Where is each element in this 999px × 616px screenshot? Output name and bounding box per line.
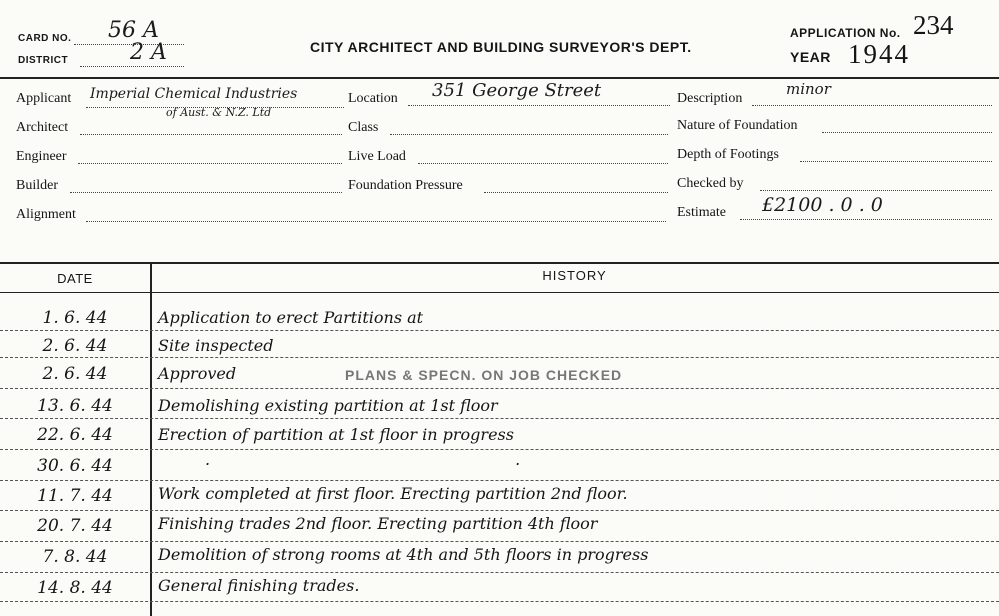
location-value: 351 George Street: [432, 80, 602, 101]
year-label: YEAR: [790, 49, 831, 65]
applicant-value: Imperial Chemical Industries: [90, 86, 298, 102]
header-row-divider: [0, 292, 999, 293]
builder-line: [70, 192, 342, 193]
table-row-history: Erection of partition at 1st floor in progress: [158, 425, 514, 444]
district-value: 2 A: [130, 40, 167, 65]
description-line: [752, 105, 992, 106]
table-row-date: 2. 6. 44: [42, 364, 108, 384]
table-row-date: 20. 7. 44: [37, 516, 113, 536]
row-divider: [0, 510, 999, 511]
live-load-line: [418, 163, 668, 164]
row-divider: [0, 418, 999, 419]
class-label: Class: [348, 120, 379, 135]
table-row-date: 2. 6. 44: [42, 336, 108, 356]
application-number: 234: [913, 10, 954, 40]
foundation-pressure-line: [484, 192, 668, 193]
table-row-date: 11. 7. 44: [37, 486, 113, 506]
row-divider: [0, 480, 999, 481]
history-header: HISTORY: [542, 268, 607, 283]
alignment-line: [86, 221, 666, 222]
architect-label: Architect: [16, 120, 69, 135]
estimate-value: £2100 . 0 . 0: [762, 194, 883, 216]
year-value: 1944: [848, 39, 910, 69]
inspection-stamp: PLANS & SPECN. ON JOB CHECKED: [345, 367, 623, 383]
district-label: DISTRICT: [18, 55, 69, 66]
depth-of-footings-line: [800, 161, 992, 162]
class-line: [390, 134, 668, 135]
checked-by-line: [760, 190, 992, 191]
estimate-line: [740, 219, 992, 220]
applicant-sub-value: of Aust. & N.Z. Ltd: [166, 106, 272, 119]
description-value: minor: [786, 80, 831, 98]
table-row-history: . .: [205, 450, 671, 469]
table-row-date: 30. 6. 44: [37, 456, 113, 476]
builder-label: Builder: [16, 178, 58, 193]
row-divider: [0, 330, 999, 331]
nature-of-foundation-label: Nature of Foundation: [677, 118, 798, 133]
department-title: CITY ARCHITECT AND BUILDING SURVEYOR'S DEPT.: [310, 39, 692, 55]
table-row-history: General finishing trades.: [158, 576, 360, 595]
date-column-divider: [150, 262, 152, 616]
row-divider: [0, 572, 999, 573]
header-divider: [0, 77, 999, 79]
table-row-date: 7. 8. 44: [42, 547, 108, 567]
estimate-label: Estimate: [677, 205, 726, 220]
table-row-history: Approved: [158, 364, 237, 383]
table-row-date: 14. 8. 44: [37, 578, 113, 598]
card-no-value: 56 A: [108, 18, 159, 43]
depth-of-footings-label: Depth of Footings: [677, 147, 779, 162]
table-row-history: Finishing trades 2nd floor. Erecting partition 4th floor: [158, 514, 598, 533]
table-row-history: Work completed at first floor. Erecting partition 2nd floor.: [158, 484, 628, 503]
date-header: DATE: [57, 271, 93, 286]
row-divider: [0, 357, 999, 358]
location-line: [408, 105, 670, 106]
row-divider: [0, 601, 999, 602]
table-row-date: 22. 6. 44: [37, 425, 113, 445]
card-no-label: CARD NO.: [18, 33, 72, 44]
district-line: [80, 66, 184, 67]
description-label: Description: [677, 91, 743, 106]
table-row-date: 1. 6. 44: [42, 308, 108, 328]
table-row-date: 13. 6. 44: [37, 396, 113, 416]
table-row-history: Site inspected: [158, 336, 274, 355]
engineer-line: [78, 163, 342, 164]
live-load-label: Live Load: [348, 149, 406, 164]
row-divider: [0, 388, 999, 389]
card-no-line: [74, 44, 184, 45]
application-label: APPLICATION No.: [790, 26, 901, 40]
alignment-label: Alignment: [16, 207, 76, 222]
table-row-history: Demolishing existing partition at 1st floor: [158, 396, 498, 415]
architect-line: [80, 134, 342, 135]
engineer-label: Engineer: [16, 149, 67, 164]
row-divider: [0, 541, 999, 542]
applicant-label: Applicant: [16, 91, 72, 106]
table-row-history: Application to erect Partitions at: [158, 308, 424, 327]
nature-of-foundation-line: [822, 132, 992, 133]
location-label: Location: [348, 91, 398, 106]
checked-by-label: Checked by: [677, 176, 744, 191]
foundation-pressure-label: Foundation Pressure: [348, 178, 463, 193]
table-row-history: Demolition of strong rooms at 4th and 5th floors in progress: [158, 545, 649, 564]
